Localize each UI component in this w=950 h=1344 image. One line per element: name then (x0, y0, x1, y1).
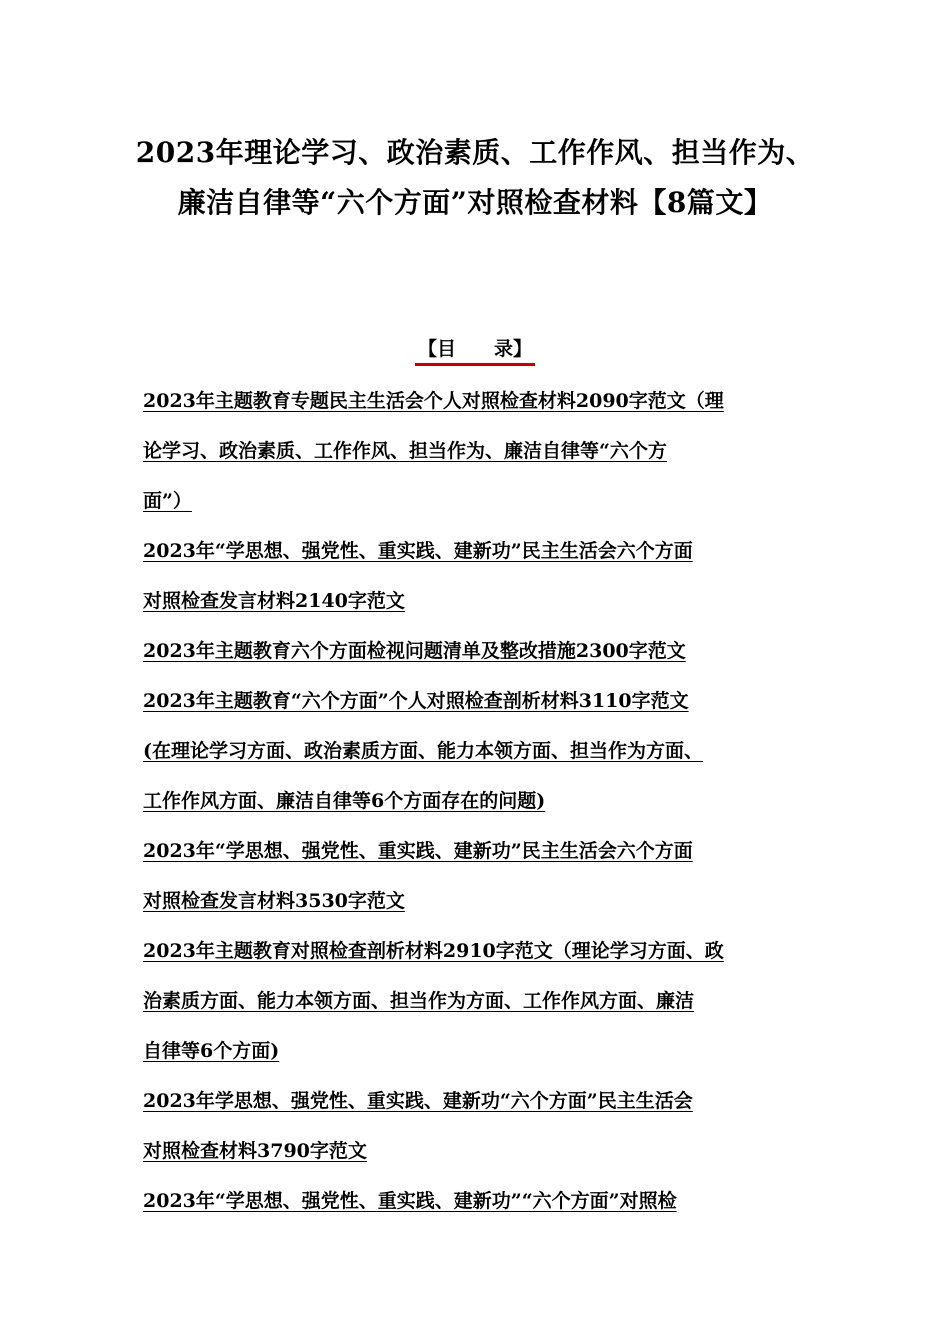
toc-entry-link[interactable] (143, 929, 823, 1079)
toc-entry-line: 2023年主题教育专题民主生活会个人对照检查材料2090字范文（理 (143, 390, 724, 412)
title-line-2: 廉洁自律等“六个方面”对照检查材料【8篇文】 (177, 186, 773, 219)
toc-entry-line: 治素质方面、能力本领方面、担当作为方面、工作作风方面、廉洁 (143, 990, 695, 1012)
toc-entry-line: 对照检查发言材料2140字范文 (143, 590, 405, 612)
toc-entry-line: 2023年主题教育对照检查剖析材料2910字范文（理论学习方面、政 (143, 940, 724, 962)
toc-entry-line: 2023年学思想、强党性、重实践、建新功“六个方面”民主生活会 (143, 1090, 693, 1112)
toc-heading-text: 【目 录】 (417, 338, 532, 360)
toc-entry-link[interactable] (143, 679, 823, 829)
toc-entry-link[interactable] (143, 829, 823, 929)
title-line-1: 2023年理论学习、政治素质、工作作风、担当作为、 (135, 136, 815, 169)
toc-entry-line: 2023年主题教育“六个方面”个人对照检查剖析材料3110字范文 (143, 690, 689, 712)
toc-entry-line: 工作作风方面、廉洁自律等6个方面存在的问题) (143, 790, 546, 812)
toc-entry-line: 对照检查发言材料3530字范文 (143, 890, 405, 912)
toc-entry-line: 2023年“学思想、强党性、重实践、建新功”民主生活会六个方面 (143, 840, 693, 862)
toc-entry-line: (在理论学习方面、政治素质方面、能力本领方面、担当作为方面、 (143, 740, 703, 762)
toc-entry-line: 面”） (143, 490, 192, 512)
toc-entry-link[interactable] (143, 379, 823, 529)
toc-entry-link[interactable] (143, 1079, 823, 1179)
toc-entry-line: 2023年主题教育六个方面检视问题清单及整改措施2300字范文 (143, 640, 686, 662)
toc-heading (410, 334, 540, 364)
toc-entry-line: 自律等6个方面) (143, 1040, 280, 1062)
toc-heading-underline (415, 363, 535, 366)
toc-entry-line: 2023年“学思想、强党性、重实践、建新功”民主生活会六个方面 (143, 540, 693, 562)
toc-entry-line: 2023年“学思想、强党性、重实践、建新功”“六个方面”对照检 (143, 1190, 677, 1212)
toc-entry-line: 论学习、政治素质、工作作风、担当作为、廉洁自律等“六个方 (143, 440, 667, 462)
toc-entry-link[interactable] (143, 529, 823, 629)
toc-entry-link[interactable] (143, 1179, 823, 1229)
toc-entry-line: 对照检查材料3790字范文 (143, 1140, 367, 1162)
table-of-contents (143, 379, 823, 1229)
document-title (90, 128, 860, 228)
toc-entry-link[interactable] (143, 629, 823, 679)
